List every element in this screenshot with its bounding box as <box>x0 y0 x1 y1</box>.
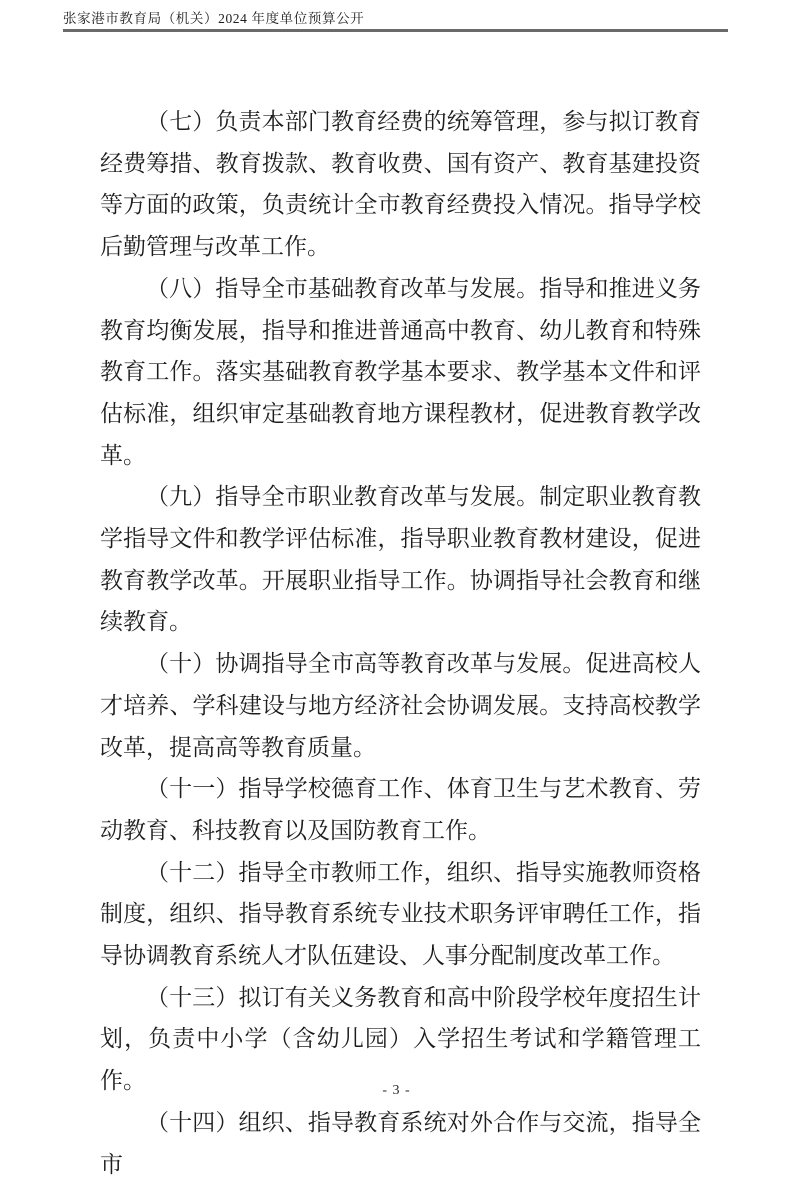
paragraph-item-8: （八）指导全市基础教育改革与发展。指导和推进义务教育均衡发展，指导和推进普通高中教育、幼儿教育和特殊教育工作。落实基础教育教学基本要求、教学基本文件和评估标准，组织审定基础教育地方课程教材，促进教育教学改革。 <box>100 275 701 468</box>
page-header <box>63 11 728 32</box>
paragraph-item-13: （十三）拟订有关义务教育和高中阶段学校年度招生计划，负责中小学（含幼儿园）入学招生考试和学籍管理工作。 <box>100 984 701 1094</box>
page-number: - 3 - <box>382 1083 411 1098</box>
paragraph-item-9: （九）指导全市职业教育改革与发展。制定职业教育教学指导文件和教学评估标准，指导职业教育教材建设，促进教育教学改革。开展职业指导工作。协调指导社会教育和继续教育。 <box>100 484 701 635</box>
page-footer <box>0 1081 793 1099</box>
paragraph-item-11: （十一）指导学校德育工作、体育卫生与艺术教育、劳动教育、科技教育以及国防教育工作。 <box>100 776 701 843</box>
header-title: 张家港市教育局（机关）2024 年度单位预算公开 <box>63 11 365 26</box>
paragraph-item-12: （十二）指导全市教师工作，组织、指导实施教师资格制度，组织、指导教育系统专业技术职务评审聘任工作，指导协调教育系统人才队伍建设、人事分配制度改革工作。 <box>100 859 701 969</box>
header-rule <box>63 29 728 32</box>
paragraph-item-14: （十四）组织、指导教育系统对外合作与交流，指导全市 <box>100 1109 701 1177</box>
document-body <box>100 101 701 1185</box>
paragraph-item-10: （十）协调指导全市高等教育改革与发展。促进高校人才培养、学科建设与地方经济社会协调发展。支持高校教学改革，提高高等教育质量。 <box>100 651 701 760</box>
paragraph-item-7: （七）负责本部门教育经费的统筹管理，参与拟订教育经费筹措、教育拨款、教育收费、国有资产、教育基建投资等方面的政策，负责统计全市教育经费投入情况。指导学校后勤管理与改革工作。 <box>100 109 701 260</box>
